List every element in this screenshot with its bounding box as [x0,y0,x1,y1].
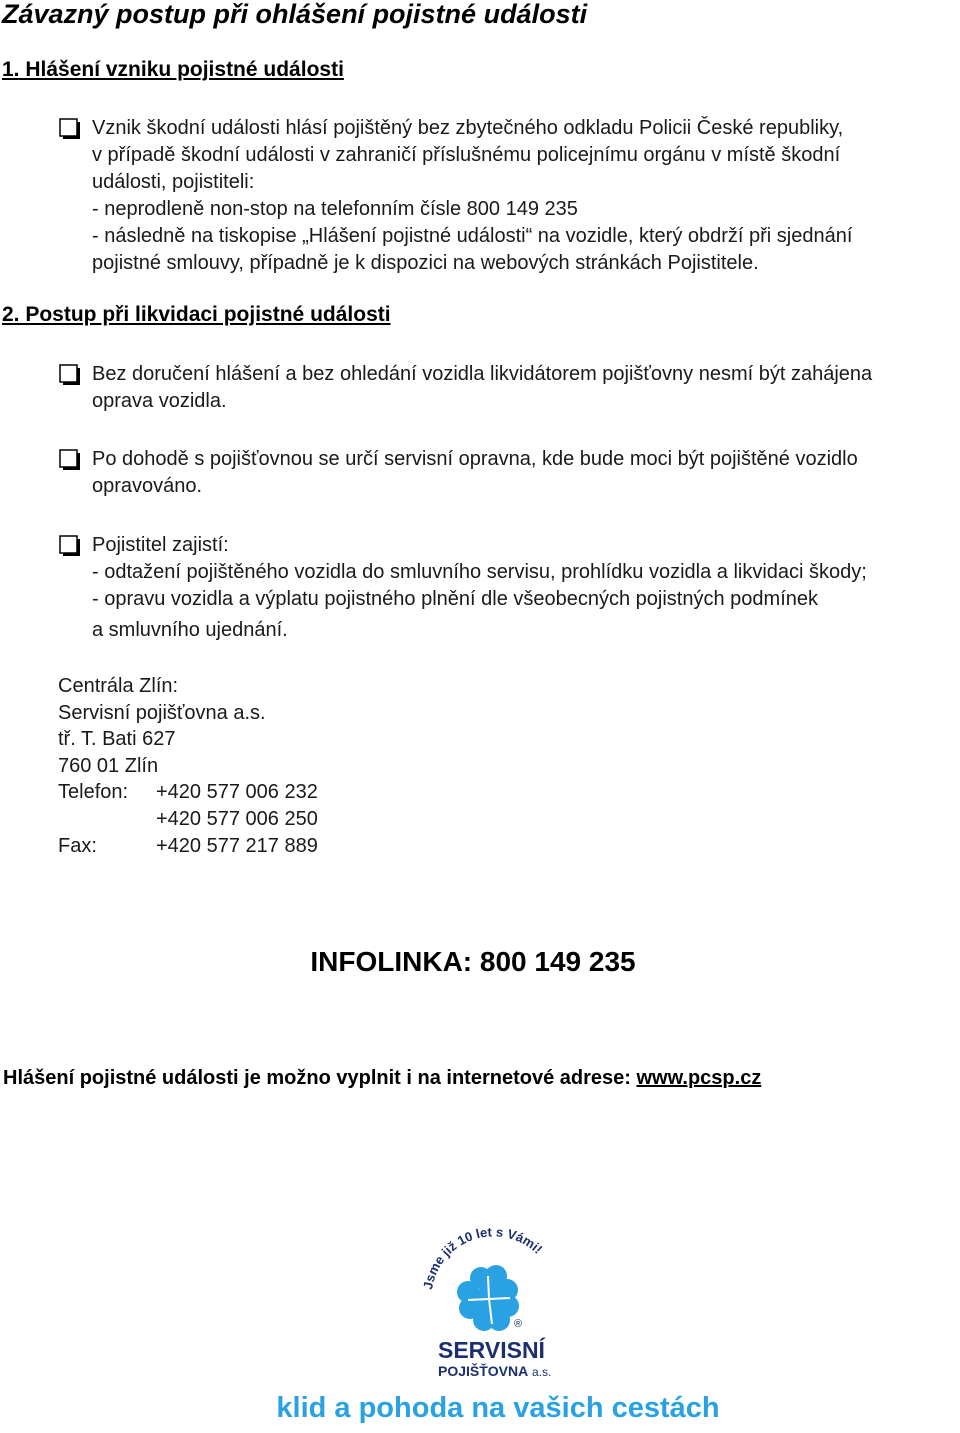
checkbox-icon [58,117,82,141]
section-2-item-2 [92,446,958,500]
section-1-item [92,115,958,277]
contact-heading: Centrála Zlín: [58,675,179,697]
text-line: - následně na tiskopise „Hlášení pojistné události“ na vozidle, který obdrží při sjednání [92,225,853,247]
logo-arc-text: Jsme již 10 let s Vámi! [420,1228,546,1291]
fax-row [58,833,318,860]
website-link[interactable]: www.pcsp.cz [636,1067,762,1089]
web-note-text: Hlášení pojistné události je možno vyplnit i na internetové adrese: [3,1067,637,1089]
text-line: - neprodleně non-stop na telefonním čísle 800 149 235 [92,198,578,220]
slogan: klid a pohoda na vašich cestách [276,1392,720,1424]
web-note [3,1064,761,1092]
fax-number: +420 577 217 889 [156,834,318,857]
text-line: události, pojistiteli: [92,171,255,193]
company-name: Servisní pojišťovna a.s. [58,701,266,724]
text-line: Bez doručení hlášení a bez ohledání vozidla likvidátorem pojišťovny nesmí být zahájena [92,363,873,385]
phone-number: +420 577 006 250 [156,807,318,830]
city-address: 760 01 Zlín [58,754,159,777]
infoline: INFOLINKA: 800 149 235 [310,946,636,977]
section-2-heading: 2. Postup při likvidaci pojistné události [2,303,391,326]
contact-block [58,673,318,859]
text-line: Vznik škodní události hlásí pojištěný bez zbytečného odkladu Policii České republiky, [92,117,844,139]
phone-label: Telefon: [58,781,129,804]
logo-brand-suffix: a.s. [532,1365,552,1379]
text-line: - odtažení pojištěného vozidla do smluvního servisu, prohlídku vozidla a likvidaci škody; [92,561,867,583]
checkbox-icon [58,448,82,472]
text-line: - opravu vozidla a výplatu pojistného plnění dle všeobecných pojistných podmínek [92,588,818,610]
text-line: opravováno. [92,475,203,497]
document-title: Závazný postup při ohlášení pojistné události [2,0,588,29]
logo-brand-line-1: SERVISNÍ [438,1337,545,1363]
text-line: Po dohodě s pojišťovnou se určí servisní opravna, kde bude moci být pojištěné vozidlo [92,448,858,470]
phone-row [58,779,318,806]
text-line: oprava vozidla. [92,390,227,412]
servisni-pojistovna-logo [408,1228,578,1388]
phone-number: +420 577 006 232 [156,781,318,804]
section-1-heading: 1. Hlášení vzniku pojistné události [2,58,344,81]
text-line: a smluvního ujednání. [92,619,288,641]
logo-brand-line-2: POJIŠŤOVNA [438,1363,529,1379]
section-2-item-3 [92,532,958,644]
text-line: v případě škodní události v zahraničí příslušnému policejnímu orgánu v místě škodní [92,144,841,166]
checkbox-icon [58,534,82,558]
fax-label: Fax: [58,834,97,857]
text-line: pojistné smlouvy, případně je k dispozici na webových stránkách Pojistitele. [92,252,759,274]
section-2-item-1 [92,361,958,415]
text-line: Pojistitel zajistí: [92,534,229,556]
phone-row [58,806,318,833]
registered-mark: ® [514,1318,523,1330]
checkbox-icon [58,363,82,387]
street-address: tř. T. Bati 627 [58,728,176,751]
